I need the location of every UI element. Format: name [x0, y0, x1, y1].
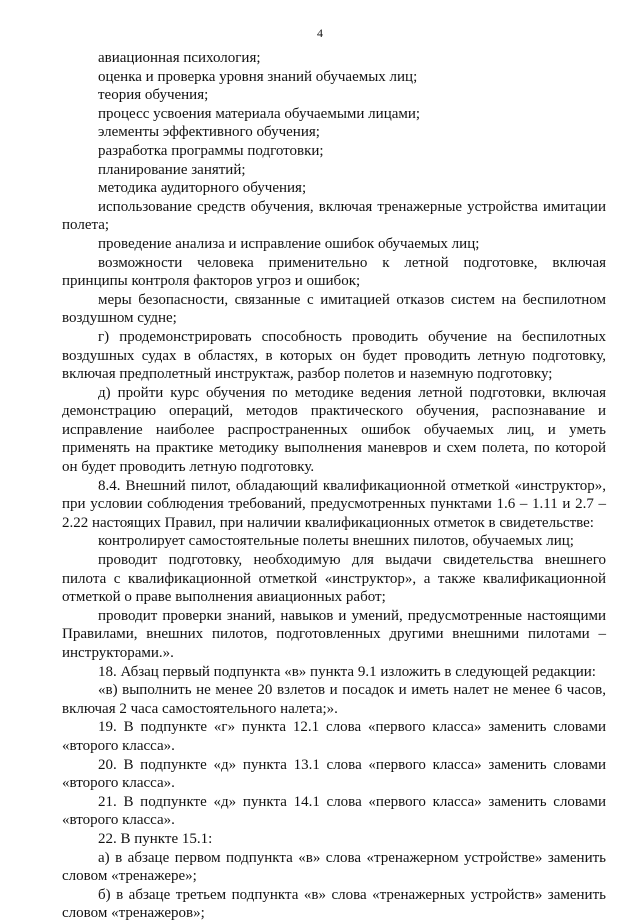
- paragraph: проводит подготовку, необходимую для выдачи свидетельства внешнего пилота с квалификационной отметкой «инструктор», а также квалификационной отметкой о праве выполнения авиационных работ;: [62, 552, 606, 606]
- paragraph: 22. В пункте 15.1:: [98, 830, 213, 847]
- paragraph: меры безопасности, связанные с имитацией отказов систем на беспилотном воздушном судне;: [62, 291, 606, 327]
- paragraph: планирование занятий;: [98, 161, 246, 178]
- document-body: [62, 49, 606, 923]
- paragraph: «в) выполнить не менее 20 взлетов и посадок и иметь налет не менее 6 часов, включая 2 часа самостоятельного налета;».: [62, 682, 606, 717]
- paragraph: авиационная психология;: [98, 50, 261, 66]
- paragraph: б) в абзаце третьем подпункта «в» слова «тренажерных устройств» заменить словом «тренажеров»;: [62, 886, 606, 922]
- paragraph: оценка и проверка уровня знаний обучаемых лиц;: [98, 68, 418, 85]
- paragraph: 20. В подпункте «д» пункта 13.1 слова «первого класса» заменить словами «второго класса».: [62, 756, 606, 792]
- paragraph: разработка программы подготовки;: [98, 142, 324, 159]
- paragraph: г) продемонстрировать способность проводить обучение на беспилотных воздушных судах в областях, в которых он будет проводить летную подготовку, включая предполетный инструктаж, разбор полетов и наземную подготовку;: [62, 328, 606, 383]
- paragraph: процесс усвоения материала обучаемыми лицами;: [98, 105, 421, 122]
- paragraph: теория обучения;: [98, 87, 209, 104]
- paragraph: 19. В подпункте «г» пункта 12.1 слова «первого класса» заменить словами «второго класса».: [62, 719, 606, 754]
- paragraph: 8.4. Внешний пилот, обладающий квалификационной отметкой «инструктор», при условии соблюдения требований, предусмотренных пунктами 1.6 – 1.11 и 2.7 – 2.22 настоящих Правил, при наличии квалификационных отметок в свидетельстве:: [62, 477, 606, 531]
- paragraph: возможности человека применительно к летной подготовке, включая принципы контроля факторов угроз и ошибок;: [62, 254, 606, 290]
- paragraph: элементы эффективного обучения;: [98, 124, 320, 141]
- paragraph: проводит проверки знаний, навыков и умений, предусмотренные настоящими Правилами, внешних пилотов, подготовленных другими внешними пилотами – инструкторами.».: [62, 607, 606, 661]
- paragraph: 21. В подпункте «д» пункта 14.1 слова «первого класса» заменить словами «второго класса».: [62, 793, 606, 829]
- paragraph: а) в абзаце первом подпункта «в» слова «тренажерном устройстве» заменить словом «тренажере»;: [62, 849, 606, 885]
- paragraph: методика аудиторного обучения;: [98, 180, 307, 197]
- page-number: 4: [317, 26, 323, 40]
- paragraph: д) пройти курс обучения по методике ведения летной подготовки, включая демонстрацию операций, методов практического обучения, распознавание и исправление наиболее распространенных ошибок обучаемых лиц, и уметь применять на практике методику выполнения маневров и схем полета, по которой он будет проводить летную подготовку.: [62, 384, 606, 476]
- paragraph: контролирует самостоятельные полеты внешних пилотов, обучаемых лиц;: [98, 533, 574, 550]
- paragraph: проведение анализа и исправление ошибок обучаемых лиц;: [98, 235, 480, 252]
- paragraph: 18. Абзац первый подпункта «в» пункта 9.1 изложить в следующей редакции:: [98, 663, 596, 680]
- paragraph: использование средств обучения, включая тренажерные устройства имитации полета;: [62, 198, 606, 234]
